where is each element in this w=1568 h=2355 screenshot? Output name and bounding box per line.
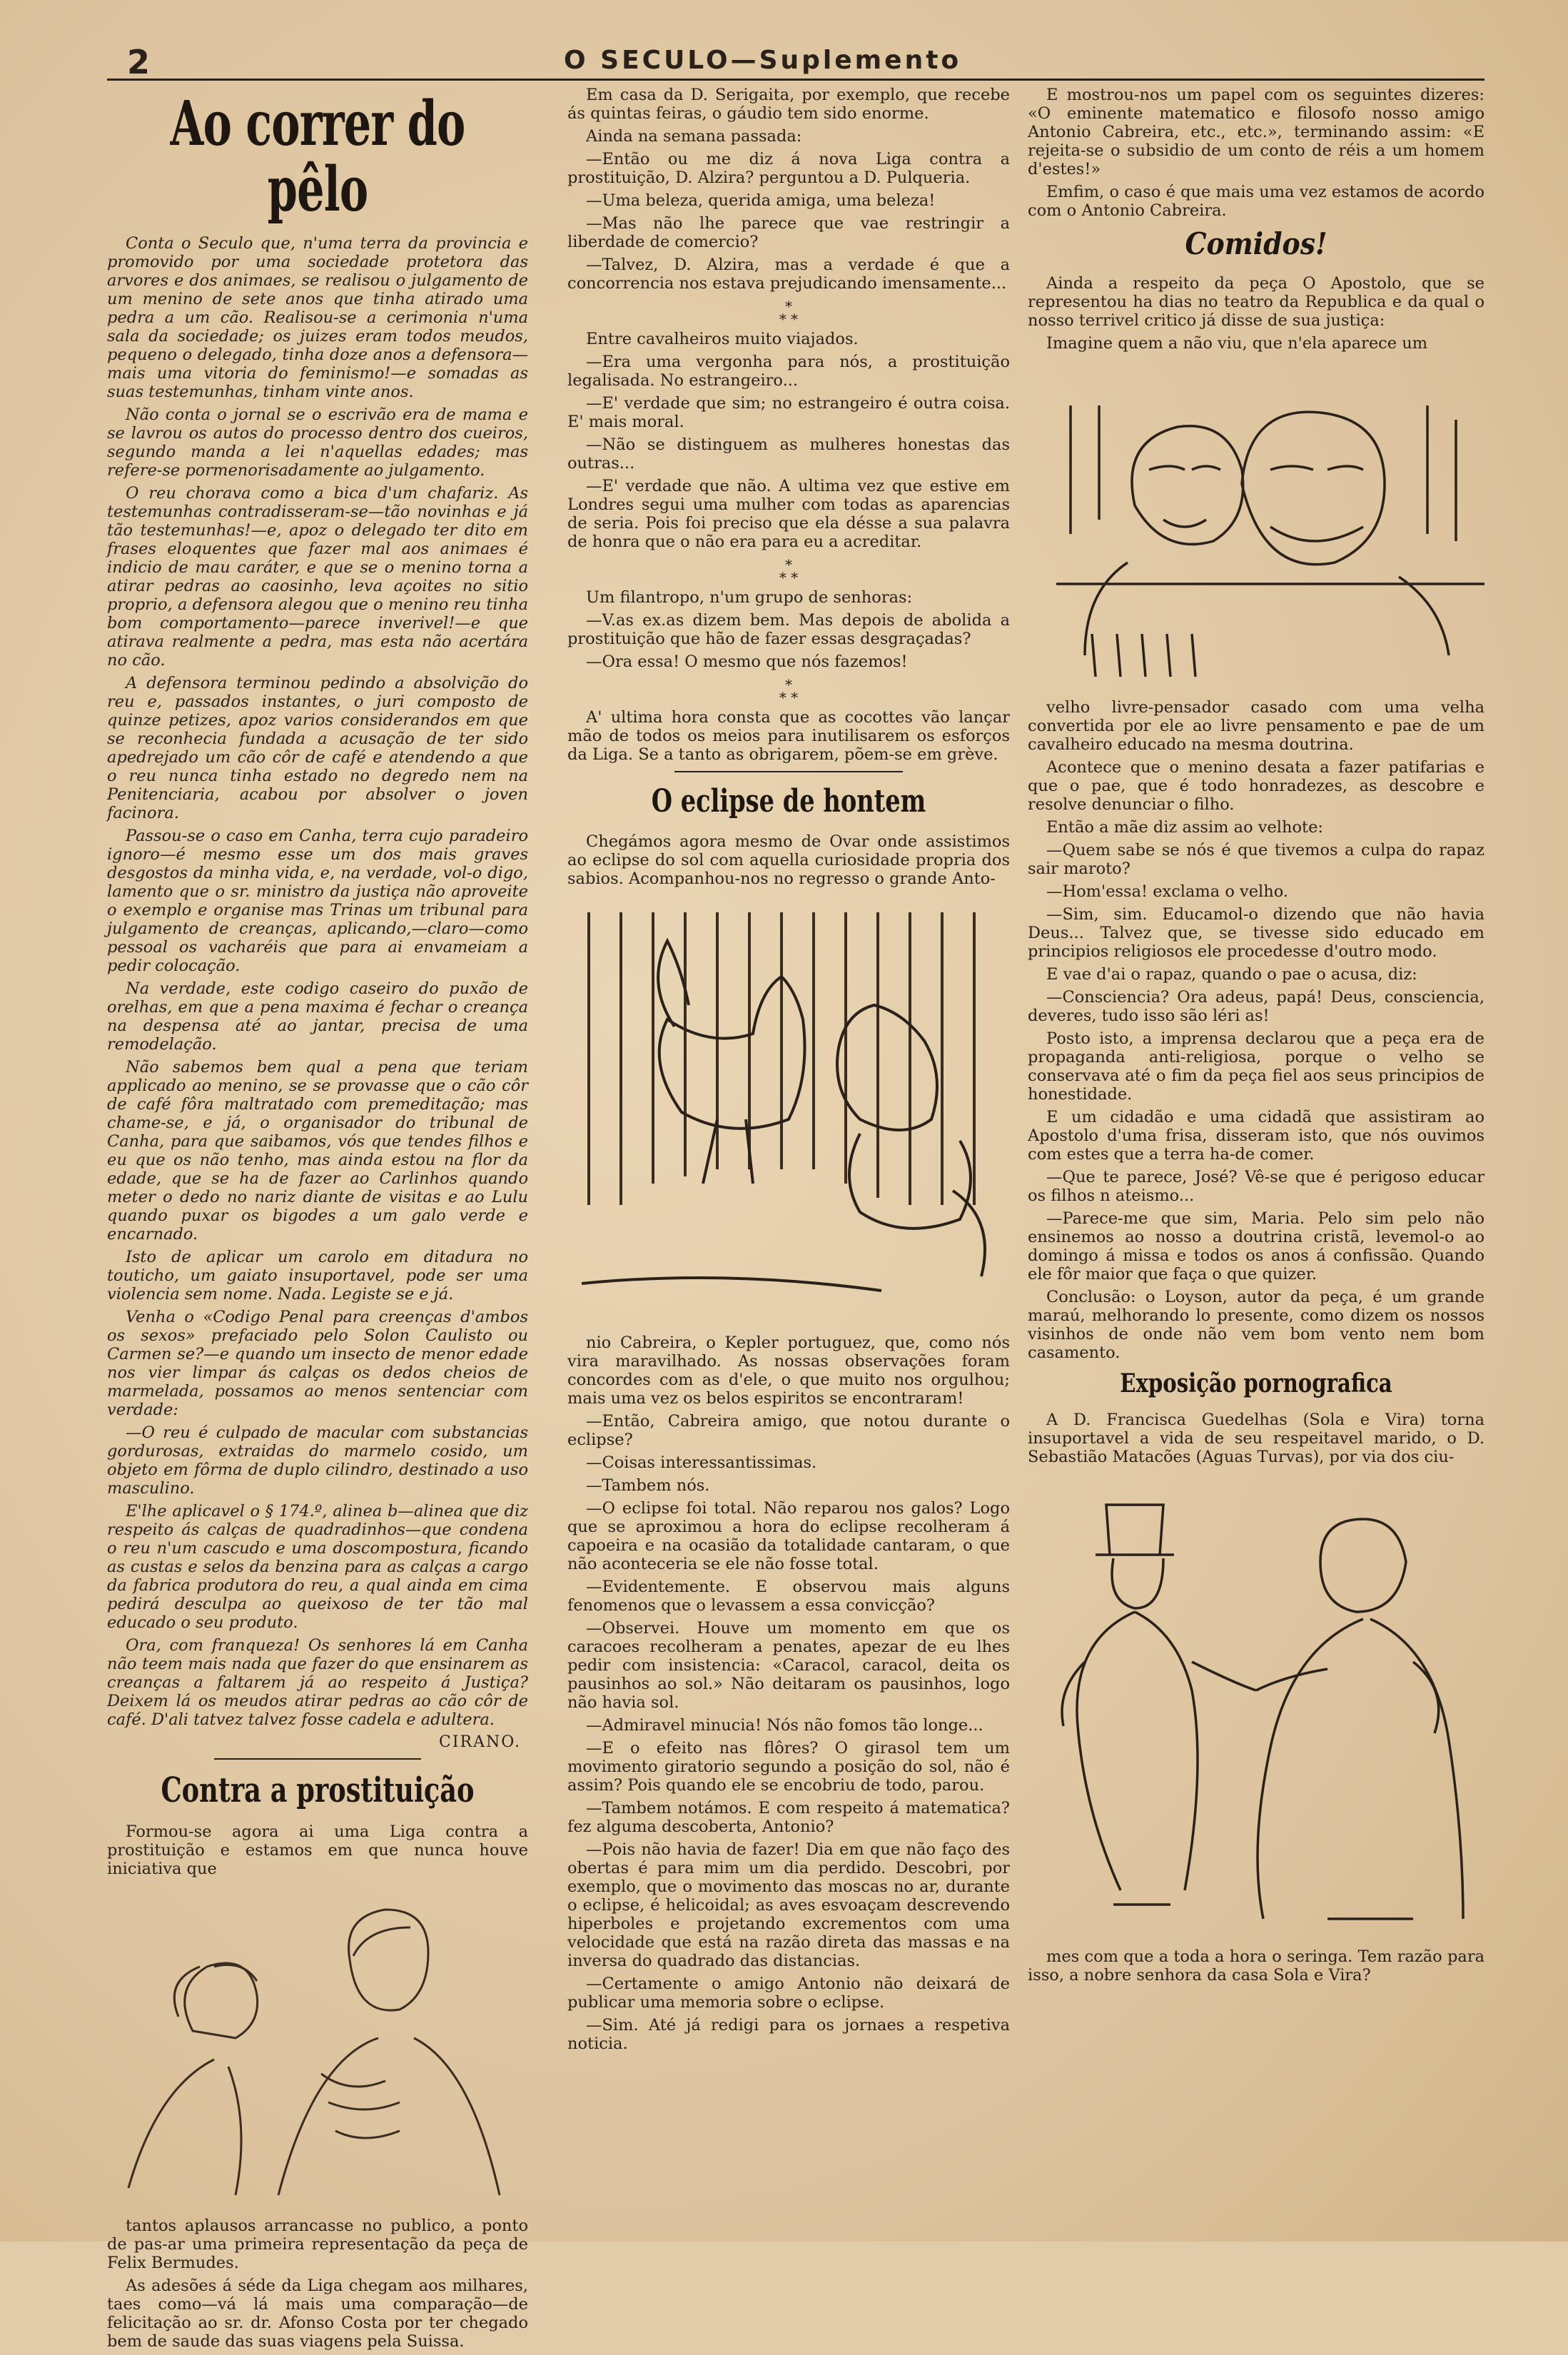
paragraph: —Então, Cabreira amigo, que notou durante o eclipse? [567, 1412, 1010, 1449]
paragraph: Posto isto, a imprensa declarou que a peça era de propaganda anti-religiosa, porque o velho se conservava até o fim da peça fiel aos seus principios de honestidade. [1028, 1029, 1484, 1104]
divider [214, 1758, 421, 1760]
masthead: O SECULO—Suplemento [564, 46, 962, 75]
paragraph: —Consciencia? Ora adeus, papá! Deus, consciencia, deveres, tudo isso são léri as! [1028, 988, 1484, 1025]
paragraph: A defensora terminou pedindo a absolvição do reu e, passados instantes, o juri composto de quinze petizes, apoz varios considerandos em que se reconhecia fundada a acusação de ter sido apedrejado um cão côr de café e atendendo a que o reu nunca tinha estado no degredo nem na Penitenciaria, acabou por absolver o joven facinora. [107, 674, 528, 822]
paragraph: nio Cabreira, o Kepler portuguez, que, como nós vira maravilhado. As nossas observações foram concordes com as d'ele, o que muito nos orgulhou; mais uma vez os belos espiritos se encontraram! [567, 1333, 1010, 1408]
paragraph: —Quem sabe se nós é que tivemos a culpa do rapaz sair maroto? [1028, 841, 1484, 878]
page-number: 2 [127, 43, 151, 81]
paragraph: —Ora essa! O mesmo que nós fazemos! [586, 652, 908, 671]
paragraph: —Observei. Houve um momento em que os caracoes recolheram a penates, apezar de eu lhes pedir com insistencia: «Caracol, caracol, deita os pausinhos ao sol.» Não deitaram os pausinhos, logo não havia sol. [567, 1619, 1010, 1712]
paragraph: —Mas não lhe parece que vae restringir a liberdade de comercio? [567, 214, 1010, 251]
paragraph: —O reu é culpado de macular com substancias gordurosas, extraidas do marmelo cosido, um objeto em fôrma de duplo cilindro, destinado a uso masculino. [107, 1423, 528, 1498]
paragraph: Conta o Seculo que, n'uma terra da provincia e promovido por uma sociedade protetora das arvores e dos animaes, se realisou o julgamento de um menino de sete anos que tinha atirado uma pedra a um cão. Realisou-se a cerimonia n'uma sala da sociedade; os juizes eram todos meudos, pequeno o delegado, tinha doze anos a defensora—mais uma vitoria do feminismo!—e somadas as suas testemunhas, tinham vinte anos. [107, 234, 528, 401]
paragraph: Venha o «Codigo Penal para creenças d'ambos os sexos» prefaciado pelo Solon Caulisto ou Carmen se?—e quando um insecto de menor edade nos vier limpar ás calças os dedos cheios de marmelada, possamos ao menos sentenciar com verdade: [107, 1308, 528, 1419]
paragraph: —Não se distinguem as mulheres honestas das outras... [567, 435, 1010, 473]
paragraph: Acontece que o menino desata a fazer patifarias e que o pae, que é todo honradezes, as descobre e resolve denunciar o filho. [1028, 758, 1484, 814]
paragraph: —Que te parece, José? Vê-se que é perigoso educar os filhos n ateismo... [1028, 1168, 1484, 1205]
section-stars: * * * [779, 556, 799, 586]
signature: CIRANO. [439, 1733, 521, 1751]
paragraph: Isto de aplicar um carolo em ditadura no touticho, um gaiato insuportavel, pode ser uma violencia sem nome. Nada. Legiste se e já. [107, 1248, 528, 1303]
paragraph: Ainda a respeito da peça O Apostolo, que se representou ha dias no teatro da Republica e da qual o nosso terrivel critico já disse de sua justiça: [1028, 274, 1484, 330]
paragraph: —Certamente o amigo Antonio não deixará de publicar uma memoria sobre o eclipse. [567, 1975, 1010, 2012]
paragraph: Um filantropo, n'um grupo de senhoras: [586, 588, 913, 607]
paragraph: E um cidadão e uma cidadã que assistiram ao Apostolo d'uma frisa, disseram isto, que nós ouvimos com estes que a terra ha-de comer. [1028, 1108, 1484, 1164]
paragraph: —Era uma vergonha para nós, a prostituição legalisada. No estrangeiro... [567, 353, 1010, 390]
paragraph: E vae d'ai o rapaz, quando o pae o acusa, diz: [1046, 965, 1417, 984]
paragraph: A' ultima hora consta que as cocottes vão lançar mão de todos os meios para inutilisarem os esforços da Liga. Se a tanto as obrigarem, põem-se em grève. [567, 708, 1010, 764]
paragraph: Em casa da D. Serigaita, por exemplo, que recebe ás quintas feiras, o gáudio tem sido enorme. [567, 86, 1010, 123]
page-header [107, 43, 1484, 81]
illustration-old-couple [1028, 363, 1484, 684]
paragraph: Ainda na semana passada: [586, 127, 802, 146]
paragraph: —Tambem notámos. E com respeito á matematica? fez alguma descoberta, Antonio? [567, 1799, 1010, 1836]
paragraph: —Talvez, D. Alzira, mas a verdade é que a concorrencia nos estava prejudicando imensamente... [567, 256, 1010, 293]
column-1 [107, 86, 528, 2355]
paragraph: A D. Francisca Guedelhas (Sola e Vira) torna insuportavel a vida de seu respeitavel marido, o D. Sebastião Matacões (Aguas Turvas), por via dos ciu- [1028, 1411, 1484, 1466]
paragraph: tantos aplausos arrancasse no publico, a ponto de pas-ar uma primeira representação da peça de Felix Bermudes. [107, 2217, 528, 2272]
paragraph: —Sim, sim. Educamol-o dizendo que não havia Deus... Talvez que, se tivesse sido educado em principios religiosos ele procedesse d'outro modo. [1028, 905, 1484, 961]
paragraph: —Pois não havia de fazer! Dia em que não faço des obertas é para mim um dia perdido. Descobri, por exemplo, que o movimento das moscas no ar, durante o eclipse, é helicoidal; as aves esvoaçam descrevendo hiperboles e projetando excrementos com uma velocidade que está na razão direta das massas e na inversa do quadrado das distancias. [567, 1840, 1010, 1970]
paragraph: —E' verdade que não. A ultima vez que estive em Londres segui uma mulher com todas as aparencias de seria. Pois foi preciso que ela désse a sua palavra de honra que o não era para eu a acreditar. [567, 477, 1010, 551]
headline-o-eclipse-de-hontem: O eclipse de hontem [651, 783, 926, 820]
paragraph: —Sim. Até já redigi para os jornaes a respetiva noticia. [567, 2016, 1010, 2053]
paragraph: E'lhe aplicavel o § 174.º, alinea b—alinea que diz respeito ás calças de quadradinhos—que condena o reu n'um cascudo e uma doscompostura, ficando as custas e selos da benzina para as calças a cargo da fabrica produtora do reu, a qual ainda em cima pedirá desculpa ao queixoso de ter tão mal educado o seu produto. [107, 1502, 528, 1632]
paragraph: Ora, com franqueza! Os senhores lá em Canha não teem mais nada que fazer do que ensinarem as creanças a faltarem já ao respeito á Justiça? Deixem lá os meudos atirar pedras ao cão côr de café. D'ali tatvez talvez fosse cadela e adultera. [107, 1636, 528, 1729]
paragraph: —Hom'essa! exclama o velho. [1046, 882, 1289, 901]
headline-contra-a-prostituicao: Contra a prostituição [161, 1770, 475, 1810]
paragraph: As adesões á séde da Liga chegam aos milhares, taes como—vá lá mais uma comparação—de felicitação ao sr. dr. Afonso Costa por ter chegado bem de saude das suas viagens pela Suissa. [107, 2276, 528, 2351]
paragraph: mes com que a toda a hora o seringa. Tem razão para isso, a nobre senhora da casa Sola e Vira? [1028, 1947, 1484, 1985]
paragraph: Passou-se o caso em Canha, terra cujo paradeiro ignoro—é mesmo esse um dos mais graves desgostos da minha vida, e, na verdade, vol-o digo, lamento que o sr. ministro da justiça não aproveite o exemplo e organise mas Trinas um tribunal para julgamento de creanças, aplicando,—claro—como pessoal os vacharéis que para ai envameiam a pedir colocação. [107, 827, 528, 975]
paragraph: —Parece-me que sim, Maria. Pelo sim pelo não ensinemos ao nosso a doutrina cristã, levemol-o ao domingo á missa e todos os anos á confissão. Quando ele fôr maior que faça o que quizer. [1028, 1209, 1484, 1284]
paragraph: —Evidentemente. E observou mais alguns fenomenos que o levassem a essa convicção? [567, 1578, 1010, 1615]
paragraph: Então a mãe diz assim ao velhote: [1046, 818, 1323, 837]
paragraph: —Uma beleza, querida amiga, uma beleza! [586, 191, 936, 210]
paragraph: Conclusão: o Loyson, autor da peça, é um grande maraú, melhorando lo presente, como dizem os nossos visinhos de onde não vem bom vento nem bom casamento. [1028, 1288, 1484, 1362]
headline-comidos: Comidos! [1185, 226, 1327, 261]
paragraph: velho livre-pensador casado com uma velha convertida por ele ao livre pensamento e pae de um cavalheiro educado na mesma doutrina. [1028, 698, 1484, 754]
paragraph: Imagine quem a não viu, que n'ela aparece um [1046, 334, 1428, 353]
paragraph: Não sabemos bem qual a pena que teriam applicado ao menino, se se provasse que o cão côr de café fôra maltratado com premeditação; mas chame-se, e já, o organisador do tribunal de Canha, para que saibamos, vós que tendes filhos e eu que os não tenho, mas ainda estou na flor da edade, que se ha de fazer ao Carlinhos quando meter o dedo no nariz diante de visitas e ao Lulu quando puxar os bigodes a um galo verde e encarnado. [107, 1058, 528, 1244]
paragraph: E mostrou-nos um papel com os seguintes dizeres: «O eminente matematico e filosofo nosso amigo Antonio Cabreira, etc., etc.», terminando assim: «E rejeita-se o subsidio de um conto de réis a um homem d'estes!» [1028, 86, 1484, 178]
section-stars: * * * [779, 676, 799, 706]
paragraph: O reu chorava como a bica d'um chafariz. As testemunhas contradisseram-se—tão novinhas e já tão testemunhas!—e, apoz o delegado ter dito em frases eloquentes que fazer mal aos animaes é indicio de mau caráter, e que se o menino torna a atirar pedras ao caosinho, leva açoites no sitio proprio, a defensora alegou que o menino reu tinha bom comportamento—parece inverivel!—e que atirava realmente a pedra, mas esta não acertára no cão. [107, 484, 528, 670]
paragraph: Não conta o jornal se o escrivão era de mama e se lavrou os autos do processo dentro dos cueiros, segundo manda a lei n'aquellas edades; mas refere-se pormenorisadamente ao julgamento. [107, 405, 528, 480]
illustration-roosters-and-cat [567, 898, 1010, 1319]
illustration-two-women [107, 1888, 528, 2202]
paragraph: —O eclipse foi total. Não reparou nos galos? Logo que se aproximou a hora do eclipse recolheram á capoeira e na ocasião da totalidade cantaram, o que não aconteceria se ele não fosse total. [567, 1499, 1010, 1573]
illustration-couple-quarrel [1028, 1476, 1484, 1933]
section-stars: * * * [779, 298, 799, 328]
paragraph: —Tambem nós. [586, 1476, 710, 1495]
column-2 [567, 86, 1010, 2057]
paragraph: —E o efeito nas flôres? O girasol tem um movimento giratorio segundo a posição do sol, não é assim? Pois quando ele se encobriu de todo, parou. [567, 1739, 1010, 1795]
article-ao-correr-do-pelo [107, 234, 528, 1729]
paragraph: —Admiravel minucia! Nós não fomos tão longe... [586, 1716, 983, 1735]
paragraph: Emfim, o caso é que mais uma vez estamos de acordo com o Antonio Cabreira. [1028, 183, 1484, 220]
paragraph: Formou-se agora ai uma Liga contra a prostituição e estamos em que nunca houve iniciativa que [107, 1822, 528, 1878]
paragraph: —V.as ex.as dizem bem. Mas depois de abolida a prostituição que hão de fazer essas desgraçadas? [567, 611, 1010, 648]
paragraph: Entre cavalheiros muito viajados. [586, 330, 859, 348]
divider [674, 771, 903, 772]
paragraph: —E' verdade que sim; no estrangeiro é outra coisa. E' mais moral. [567, 394, 1010, 431]
column-3 [1028, 86, 1484, 1989]
paragraph: —Então ou me diz á nova Liga contra a prostituição, D. Alzira? perguntou a D. Pulqueria. [567, 150, 1010, 187]
paragraph: Na verdade, este codigo caseiro do puxão de orelhas, em que a pena maxima é fechar o creança na despensa até ao jantar, precisa de uma remodelação. [107, 979, 528, 1054]
paragraph: —Coisas interessantissimas. [586, 1453, 817, 1472]
paragraph: Chegámos agora mesmo de Ovar onde assistimos ao eclipse do sol com aquella curiosidade propria dos sabios. Acompanhou-nos no regresso o grande Anto- [567, 832, 1010, 888]
headline-ao-correr-do-pelo: Ao correr do pêlo [170, 88, 465, 226]
headline-exposicao-pornografica: Exposição pornografica [1120, 1368, 1392, 1398]
